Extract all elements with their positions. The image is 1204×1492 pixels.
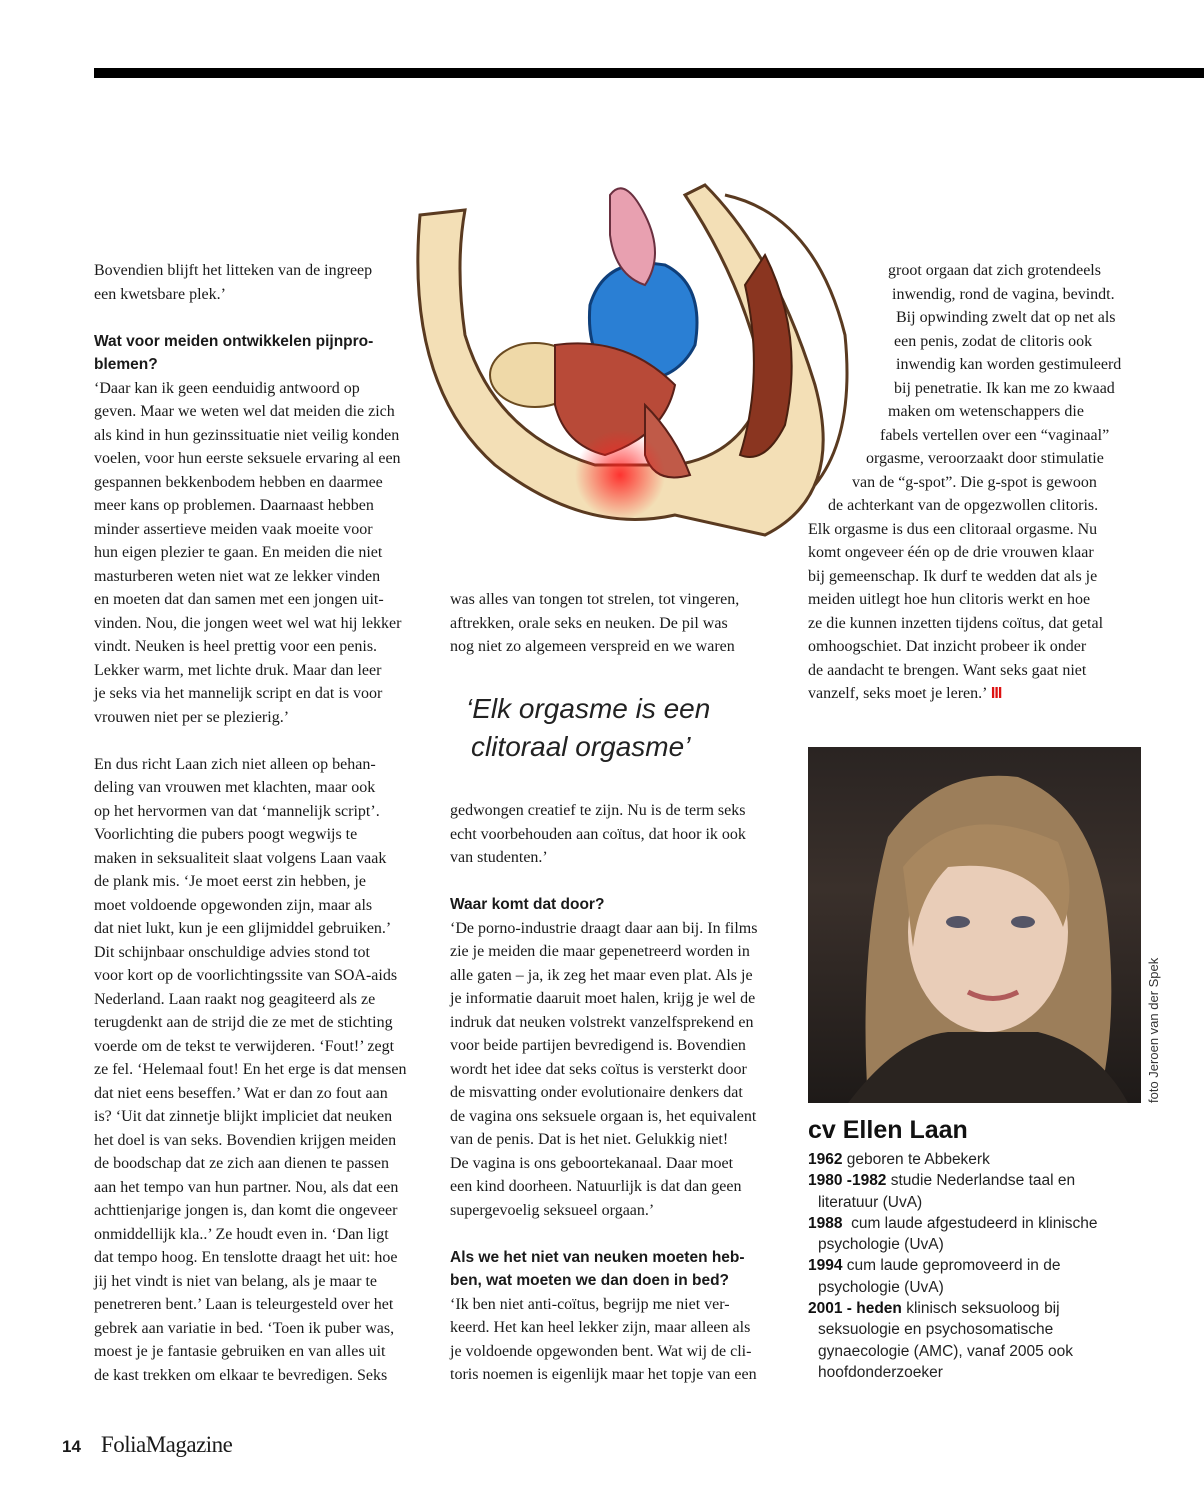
text-line: gebrek aan variatie in bed. ‘Toen ik puber was, (94, 1319, 395, 1337)
text-line: Voorlichting die pubers poogt wegwijs te (94, 826, 358, 843)
cv-title: cv Ellen Laan (808, 1116, 968, 1144)
cv-year: 1980 -1982 (808, 1172, 887, 1190)
text-line: geven. Maar we weten wel dat meiden die zich (94, 403, 395, 420)
text-line: voor beide partijen bevredigend is. Bovendien (450, 1037, 746, 1054)
text-line: Nederland. Laan raakt nog geagiteerd als ze (94, 990, 376, 1008)
text-line: de achterkant van de opgezwollen clitoris. (828, 497, 1099, 514)
right-column (0, 259, 1121, 706)
text-line: ben, wat moeten we dan doen in bed? (450, 1272, 730, 1289)
text-line: voor kort op de voorlichtingssite van SOA-aids (94, 967, 398, 984)
middle-column-bottom (450, 799, 757, 1387)
magazine-logo: FoliaMagazine (100, 1432, 233, 1457)
cv-year: 1994 (808, 1257, 843, 1275)
text-line: vanzelf, seks moet je leren.’ III (808, 685, 1002, 702)
text-line: keerd. Het kan heel lekker zijn, maar alleen als (450, 1319, 751, 1336)
text-line: De vagina is ons geboortekanaal. Daar moet (450, 1154, 734, 1172)
cv-year: 1988 (808, 1214, 843, 1232)
text-line: een kwetsbare plek.’ (94, 285, 226, 303)
text-line: terugdenkt aan de strijd die ze met de stichting (94, 1014, 393, 1031)
text-line: echt voorbehouden aan coïtus, dat hoor ik ook (450, 825, 746, 843)
text-line: hun eigen plezier te gaan. En meiden die niet (94, 544, 383, 561)
text-line: als kind in hun gezinssituatie niet veilig konden (94, 426, 400, 444)
text-line: voelen, voor hun eerste seksuele ervaring al een (94, 450, 401, 467)
text-line: orgasme, veroorzaakt door stimulatie (866, 450, 1104, 467)
question-heading (450, 893, 757, 917)
text-line: en moeten dat dan samen met een jongen uit- (94, 591, 384, 608)
text-line: voerde om de tekst te verwijderen. ‘Fout!’ zegt (94, 1037, 395, 1055)
text-line: Dit schijnbaar onschuldige advies stond tot (94, 943, 370, 961)
portrait-photo (808, 747, 1141, 1103)
text-line: deling van vrouwen met klachten, maar ook (94, 779, 376, 796)
text-line: jij het vindt is niet van belang, als je maar te (94, 1272, 378, 1290)
text-line: vinden. Nou, die jongen weet wel wat hij lekker (94, 614, 402, 632)
text-line: van de “g-spot”. Die g-spot is gewoon (852, 473, 1097, 491)
text-line: was alles van tongen tot strelen, tot vingeren, (450, 591, 740, 608)
cv-item (808, 1255, 1128, 1298)
text-line: gedwongen creatief te zijn. Nu is de term seks (450, 802, 746, 819)
text-line: supergevoelig seksueel orgaan.’ (450, 1201, 655, 1219)
text-line: minder assertieve meiden vaak moeite voor (94, 520, 373, 538)
end-mark-icon: III (987, 685, 1002, 702)
cv-text: studie Nederlandse taal en literatuur (UvA) (818, 1172, 1080, 1211)
text-line: aftrekken, orale seks en neuken. De pil was (450, 614, 728, 632)
cv-text: cum laude afgestudeerd in klinische psychologie (UvA) (818, 1214, 1102, 1254)
page-number: 14 (62, 1437, 81, 1456)
text-line: je informatie daaruit moet halen, krijg je wel de (450, 990, 756, 1007)
text-line: een kind doorheen. Natuurlijk is dat dan geen (450, 1178, 742, 1195)
page-footer (62, 1432, 232, 1458)
cv-text: klinisch seksuoloog bij seksuologie en psychosomatische gynaecologie (AMC), vanaf 2005 ook hoofdonderzoeker (818, 1300, 1078, 1381)
text-line: blemen? (94, 356, 158, 373)
text-line: komt ongeveer één op de drie vrouwen klaar (808, 544, 1094, 561)
text-line: de vagina ons seksuele orgaan is, het equivalent (450, 1107, 757, 1125)
text-line: vrouwen niet per se plezierig.’ (94, 708, 290, 726)
body-text (450, 1293, 757, 1387)
body-text (94, 753, 406, 1388)
text-line: ze fel. ‘Helemaal fout! En het erge is dat mensen (94, 1061, 407, 1078)
text-line: vindt. Neuken is heel prettig voor een penis. (94, 638, 378, 655)
text-line: zie je meiden die maar gepenetreerd worden in (450, 943, 750, 960)
text-line: je seks via het mannelijk script en dat is voor (94, 685, 383, 702)
text-line: dat niet eens beseffen.’ Wat er dan zo fout aan (94, 1084, 388, 1102)
text-line: En dus richt Laan zich niet alleen op behan- (94, 755, 376, 773)
text-line: groot orgaan dat zich grotendeels (888, 262, 1101, 279)
text-line: meer kans op problemen. Daarnaast hebben (94, 497, 374, 514)
text-line: Lekker warm, met lichte druk. Maar dan leer (94, 661, 382, 679)
text-line: aan het tempo van hun partner. Nou, als dat een (94, 1178, 399, 1196)
cv-item (808, 1213, 1128, 1256)
text-line: dat tempo hoog. En tenslotte draagt het uit: hoe (94, 1249, 398, 1266)
text-line: onmiddellijk kla..’ Ze houdt even in. ‘Dan ligt (94, 1225, 389, 1243)
text-line: wordt het idee dat seks coïtus is versterkt door (450, 1060, 747, 1078)
cv-year: 1962 (808, 1151, 843, 1168)
text-line: bij gemeenschap. Ik durf te wedden dat als je (808, 567, 1098, 585)
text-line: ze die kunnen inzetten tijdens coïtus, dat getal (808, 614, 1104, 632)
top-rule (94, 68, 1204, 78)
text-line: achttienjarige jongen is, dan komt die ongeveer (94, 1202, 398, 1219)
text-line: ‘Daar kan ik geen eenduidig antwoord op (94, 379, 360, 397)
text-line: inwendig, rond de vagina, bevindt. (892, 285, 1115, 303)
text-line: een penis, zodat de clitoris ook (894, 332, 1093, 350)
text-line: fabels vertellen over een “vaginaal” (880, 426, 1110, 444)
body-text (450, 917, 757, 1223)
text-line: moest je je fantasie gebruiken en van alles uit (94, 1343, 386, 1360)
text-line: is? ‘Uit dat zinnetje blijkt impliciet dat neuken (94, 1108, 393, 1125)
text-line: van studenten.’ (450, 849, 548, 866)
text-line: Waar komt dat door? (450, 896, 605, 913)
text-line: je voldoende opgewonden bent. Wat wij de cli- (450, 1342, 752, 1360)
text-line: ‘Ik ben niet anti-coïtus, begrijp me niet ver- (450, 1295, 730, 1313)
cv-item (808, 1149, 1128, 1170)
cv-text: geboren te Abbekerk (842, 1151, 990, 1168)
text-line: masturberen weten niet wat ze lekker vinden (94, 567, 381, 585)
cv-year: 2001 - heden (808, 1300, 902, 1318)
text-line: dat niet lukt, kun je een glijmiddel gebruiken.’ (94, 920, 392, 937)
cv-item (808, 1170, 1128, 1213)
text-line: Bovendien blijft het litteken van de ingreep (94, 262, 373, 279)
text-line: de kast trekken om elkaar te bevredigen. Seks (94, 1366, 388, 1384)
text-line: de boodschap dat ze zich aan dienen te passen (94, 1155, 389, 1172)
body-text (450, 799, 757, 870)
text-line: moet voldoende opgewonden zijn, maar als (94, 896, 373, 914)
question-heading (450, 1246, 757, 1293)
text-line: het doel is van seks. Bovendien krijgen meiden (94, 1131, 397, 1149)
text-line: omhoogschiet. Dat inzicht probeer ik onder (808, 638, 1087, 655)
text-line: Wat voor meiden ontwikkelen pijnpro- (94, 332, 374, 350)
text-line: indruk dat neuken volstrekt vanzelfsprekend en (450, 1013, 754, 1031)
cv-box (808, 1116, 1128, 1383)
text-line: maken in seksualiteit slaat volgens Laan vaak (94, 849, 387, 867)
text-line: alle gaten – ja, ik zeg het maar even plat. Als je (450, 966, 753, 984)
text-line: Elk orgasme is dus een clitoraal orgasme. Nu (808, 520, 1098, 538)
text-line: meiden uitlegt hoe hun clitoris werkt en hoe (808, 591, 1091, 608)
text-line: ‘De porno-industrie draagt daar aan bij. In films (450, 919, 758, 937)
text-line: de aandacht te brengen. Want seks gaat niet (808, 661, 1087, 679)
photo-credit: foto Jeroen van der Spek (1146, 957, 1161, 1103)
text-line: penetreren bent.’ Laan is teleurgesteld over het (94, 1296, 394, 1313)
cv-item (808, 1298, 1128, 1383)
text-line: van de penis. Dat is het niet. Gelukkig niet! (450, 1131, 729, 1148)
body-text (0, 259, 1121, 706)
text-line: op het hervormen van dat ‘mannelijk script’. (94, 802, 380, 820)
text-line: de misvatting onder evolutionaire denkers dat (450, 1084, 743, 1101)
text-line: gespannen bekkenbodem hebben en daarmee (94, 473, 383, 491)
pull-quote: ‘Elk orgasme is een clitoraal orgasme’ (466, 693, 711, 762)
text-line: maken om wetenschappers die (888, 403, 1084, 420)
text-line: inwendig kan worden gestimuleerd (896, 356, 1122, 373)
text-line: bij penetratie. Ik kan me zo kwaad (894, 379, 1115, 397)
text-line: de plank mis. ‘Je moet eerst zin hebben, je (94, 873, 366, 890)
text-line: Bij opwinding zwelt dat op net als (896, 309, 1116, 326)
cv-text: cum laude gepromoveerd in de psychologie (UvA) (818, 1257, 1065, 1296)
text-line: nog niet zo algemeen verspreid en we waren (450, 638, 735, 655)
text-line: Als we het niet van neuken moeten heb- (450, 1248, 745, 1266)
text-line: toris noemen is eigenlijk maar het topje van een (450, 1366, 757, 1383)
